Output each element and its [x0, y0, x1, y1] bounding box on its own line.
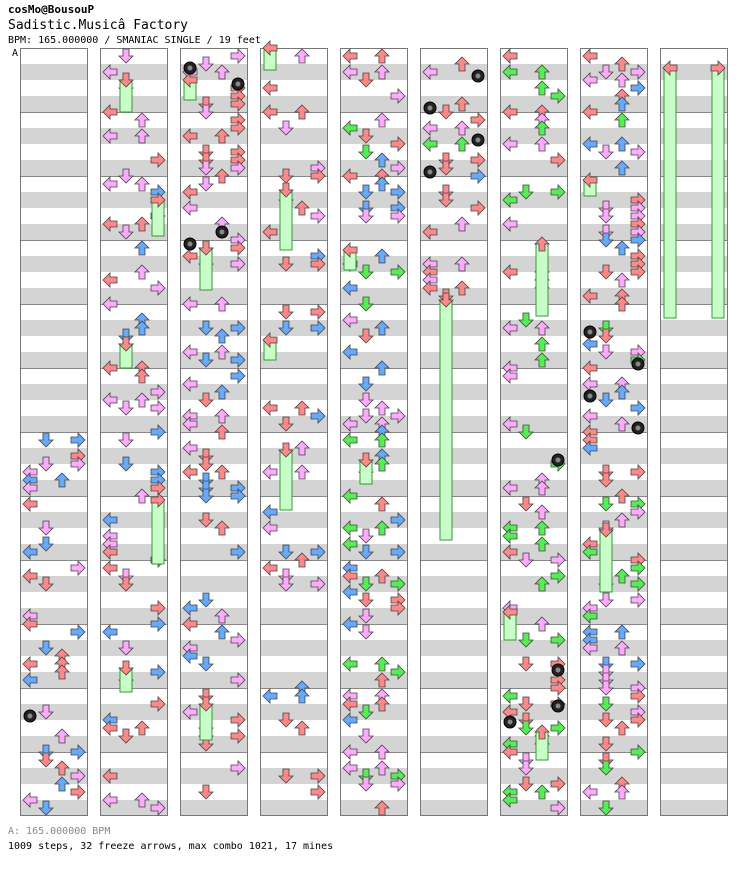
beat-stripe — [100, 640, 168, 656]
beat-stripe — [420, 656, 488, 672]
beat-stripe — [660, 752, 728, 768]
beat-stripe — [340, 448, 408, 464]
beat-stripe — [260, 624, 328, 640]
beat-stripe — [180, 272, 248, 288]
beat-stripe — [20, 304, 88, 320]
beat-stripe — [180, 688, 248, 704]
beat-stripe — [260, 736, 328, 752]
beat-stripe — [20, 528, 88, 544]
beat-stripe — [100, 448, 168, 464]
beat-stripe — [20, 288, 88, 304]
freeze-tail — [600, 530, 612, 592]
beat-stripe — [660, 432, 728, 448]
beat-stripe — [100, 80, 168, 96]
freeze-tail — [712, 68, 724, 318]
beat-stripe — [20, 112, 88, 128]
beat-stripe — [500, 240, 568, 256]
beat-stripe — [20, 256, 88, 272]
beat-stripe — [20, 384, 88, 400]
beat-stripe — [500, 304, 568, 320]
beat-stripe — [260, 752, 328, 768]
beat-stripe — [500, 496, 568, 512]
beat-stripe — [660, 368, 728, 384]
beat-stripe — [420, 800, 488, 816]
beat-stripe — [420, 752, 488, 768]
beat-stripe — [180, 784, 248, 800]
beat-stripe — [660, 624, 728, 640]
mine-core — [236, 82, 241, 87]
beat-stripe — [20, 64, 88, 80]
mine-core — [476, 138, 481, 143]
beat-stripe — [420, 432, 488, 448]
beat-stripe — [500, 400, 568, 416]
beat-stripe — [100, 320, 168, 336]
beat-stripe — [660, 528, 728, 544]
mine-core — [428, 170, 433, 175]
beat-stripe — [660, 448, 728, 464]
beat-stripe — [260, 656, 328, 672]
beat-stripe — [420, 688, 488, 704]
beat-stripe — [100, 256, 168, 272]
beat-stripe — [180, 528, 248, 544]
beat-stripe — [20, 192, 88, 208]
beat-stripe — [420, 720, 488, 736]
beat-stripe — [20, 144, 88, 160]
beat-stripe — [420, 560, 488, 576]
beat-stripe — [420, 400, 488, 416]
beat-stripe — [420, 416, 488, 432]
mine-core — [428, 106, 433, 111]
beat-stripe — [20, 416, 88, 432]
beat-stripe — [420, 624, 488, 640]
beat-stripe — [660, 320, 728, 336]
beat-stripe — [660, 672, 728, 688]
beat-stripe — [20, 160, 88, 176]
beat-stripe — [660, 656, 728, 672]
beat-stripe — [500, 432, 568, 448]
beat-stripe — [660, 784, 728, 800]
beat-stripe — [420, 784, 488, 800]
mine-core — [556, 704, 561, 709]
beat-stripe — [660, 352, 728, 368]
beat-stripe — [20, 320, 88, 336]
section-marker: A — [12, 48, 19, 59]
beat-stripe — [260, 640, 328, 656]
mine-core — [588, 394, 593, 399]
beat-stripe — [420, 496, 488, 512]
beat-stripe — [500, 384, 568, 400]
freeze-tail — [280, 190, 292, 250]
beat-stripe — [340, 384, 408, 400]
beat-stripe — [420, 48, 488, 64]
beat-stripe — [100, 752, 168, 768]
beat-stripe — [260, 672, 328, 688]
beat-stripe — [20, 176, 88, 192]
mine-core — [636, 426, 641, 431]
freeze-tail — [280, 450, 292, 510]
beat-stripe — [20, 224, 88, 240]
beat-stripe — [660, 544, 728, 560]
beat-stripe — [420, 464, 488, 480]
mine-core — [188, 66, 193, 71]
beat-stripe — [340, 640, 408, 656]
beat-stripe — [660, 640, 728, 656]
freeze-tail — [664, 68, 676, 318]
beat-stripe — [660, 688, 728, 704]
beat-stripe — [100, 736, 168, 752]
beat-stripe — [580, 480, 648, 496]
beat-stripe — [20, 368, 88, 384]
beat-stripe — [420, 304, 488, 320]
beat-stripe — [420, 384, 488, 400]
beat-stripe — [100, 576, 168, 592]
beat-stripe — [100, 240, 168, 256]
mine-core — [508, 720, 513, 725]
beat-stripe — [260, 288, 328, 304]
beat-stripe — [660, 736, 728, 752]
beat-stripe — [660, 512, 728, 528]
beat-stripe — [420, 608, 488, 624]
mine-core — [556, 458, 561, 463]
beat-stripe — [20, 48, 88, 64]
beat-stripe — [180, 512, 248, 528]
freeze-tail — [536, 244, 548, 316]
beat-stripe — [660, 592, 728, 608]
beat-stripe — [20, 592, 88, 608]
beat-stripe — [260, 592, 328, 608]
beat-stripe — [260, 192, 328, 208]
beat-stripe — [420, 592, 488, 608]
beat-stripe — [420, 640, 488, 656]
beat-stripe — [20, 352, 88, 368]
beat-stripe — [420, 736, 488, 752]
beat-stripe — [660, 608, 728, 624]
beat-stripe — [660, 768, 728, 784]
beat-stripe — [660, 496, 728, 512]
bpm-note: A: 165.000000 BPM — [8, 826, 111, 837]
beat-stripe — [180, 560, 248, 576]
beat-stripe — [420, 336, 488, 352]
beat-stripe — [660, 416, 728, 432]
beat-stripe — [180, 800, 248, 816]
beat-stripe — [660, 800, 728, 816]
mine-core — [556, 668, 561, 673]
beat-stripe — [500, 288, 568, 304]
beat-stripe — [260, 272, 328, 288]
beat-stripe — [580, 768, 648, 784]
beat-stripe — [340, 368, 408, 384]
beat-stripe — [20, 96, 88, 112]
chart-meta: BPM: 165.000000 / SMANIAC SINGLE / 19 feet — [8, 35, 261, 46]
beat-stripe — [660, 720, 728, 736]
beat-stripe — [260, 800, 328, 816]
freeze-tail — [440, 300, 452, 540]
beat-stripe — [420, 528, 488, 544]
beat-stripe — [420, 480, 488, 496]
beat-stripe — [660, 480, 728, 496]
beat-stripe — [340, 464, 408, 480]
beat-stripe — [20, 336, 88, 352]
beat-stripe — [660, 576, 728, 592]
beat-stripe — [660, 336, 728, 352]
mine-core — [476, 74, 481, 79]
beat-stripe — [260, 128, 328, 144]
beat-stripe — [420, 704, 488, 720]
beat-stripe — [420, 672, 488, 688]
beat-stripe — [420, 448, 488, 464]
mine-core — [28, 714, 33, 719]
beat-stripe — [260, 432, 328, 448]
beat-stripe — [260, 144, 328, 160]
chart-stats: 1009 steps, 32 freeze arrows, max combo 1021, 17 mines — [8, 841, 334, 852]
beat-stripe — [20, 688, 88, 704]
beat-stripe — [660, 704, 728, 720]
beat-stripe — [660, 464, 728, 480]
freeze-tail — [152, 500, 164, 564]
mine-core — [636, 362, 641, 367]
beat-stripe — [20, 400, 88, 416]
beat-stripe — [20, 512, 88, 528]
beat-stripe — [20, 240, 88, 256]
beat-stripe — [20, 128, 88, 144]
mine-core — [188, 242, 193, 247]
beat-stripe — [20, 208, 88, 224]
beat-stripe — [260, 608, 328, 624]
beat-stripe — [20, 640, 88, 656]
beat-stripe — [260, 480, 328, 496]
beat-stripe — [580, 304, 648, 320]
artist-name: cosMo@BousouP — [8, 3, 95, 16]
beat-stripe — [660, 384, 728, 400]
beat-stripe — [180, 576, 248, 592]
beat-stripe — [660, 560, 728, 576]
beat-stripe — [20, 80, 88, 96]
beat-stripe — [420, 240, 488, 256]
beat-stripe — [660, 400, 728, 416]
beat-stripe — [420, 368, 488, 384]
beat-stripe — [420, 320, 488, 336]
beat-stripe — [340, 800, 408, 816]
song-title: Sadistic.Musicâ Factory — [8, 18, 189, 33]
mine-core — [220, 230, 225, 235]
beat-stripe — [260, 384, 328, 400]
beat-stripe — [420, 768, 488, 784]
beat-stripe — [580, 800, 648, 816]
beat-stripe — [100, 336, 168, 352]
beat-stripe — [420, 544, 488, 560]
beat-stripe — [420, 576, 488, 592]
beat-stripe — [420, 512, 488, 528]
beat-stripe — [260, 448, 328, 464]
mine-core — [588, 330, 593, 335]
beat-stripe — [20, 272, 88, 288]
beat-stripe — [100, 48, 168, 64]
beat-stripe — [500, 336, 568, 352]
beat-stripe — [420, 352, 488, 368]
beat-stripe — [260, 704, 328, 720]
beat-stripe — [260, 368, 328, 384]
beat-stripe — [340, 224, 408, 240]
beat-stripe — [260, 720, 328, 736]
